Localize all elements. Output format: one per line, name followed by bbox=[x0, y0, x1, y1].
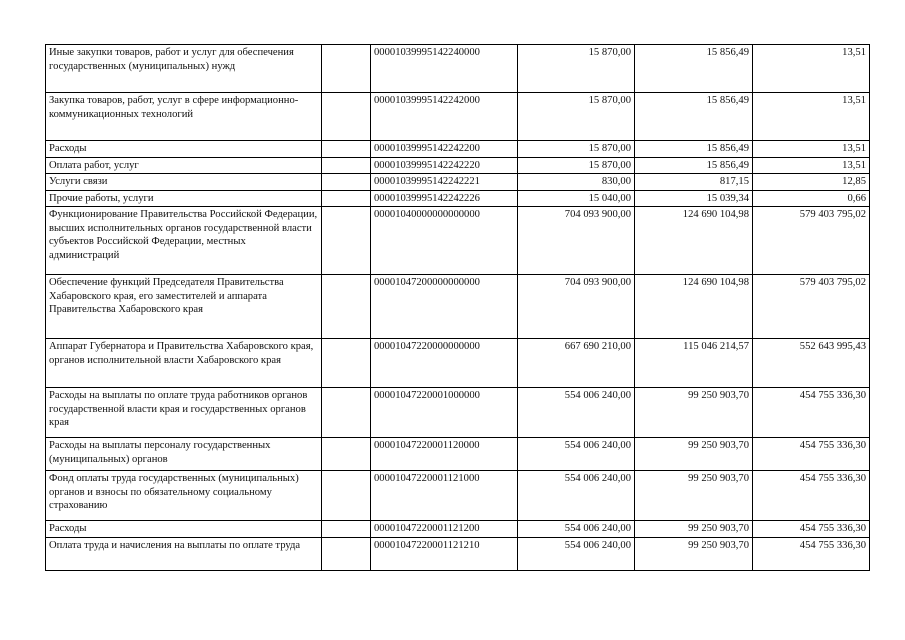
row-approved: 554 006 240,00 bbox=[518, 438, 635, 471]
empty-cell bbox=[322, 471, 371, 521]
row-name: Оплата труда и начисления на выплаты по оплате труда bbox=[46, 537, 322, 570]
empty-cell bbox=[322, 45, 371, 93]
row-remaining: 454 755 336,30 bbox=[753, 521, 870, 538]
row-executed: 99 250 903,70 bbox=[635, 537, 753, 570]
table-row bbox=[46, 471, 870, 521]
row-approved: 554 006 240,00 bbox=[518, 471, 635, 521]
row-executed: 15 856,49 bbox=[635, 45, 753, 93]
row-code: 00001047220001121200 bbox=[371, 521, 518, 538]
table-row bbox=[46, 157, 870, 174]
row-remaining: 552 643 995,43 bbox=[753, 339, 870, 388]
row-name: Расходы bbox=[46, 141, 322, 158]
empty-cell bbox=[322, 537, 371, 570]
row-approved: 15 870,00 bbox=[518, 157, 635, 174]
row-remaining: 0,66 bbox=[753, 190, 870, 207]
table-row bbox=[46, 521, 870, 538]
empty-cell bbox=[322, 339, 371, 388]
row-executed: 124 690 104,98 bbox=[635, 275, 753, 339]
row-name: Обеспечение функций Председателя Правительства Хабаровского края, его заместителей и аппарата Правительства Хабаровского края bbox=[46, 275, 322, 339]
row-code: 00001039995142242220 bbox=[371, 157, 518, 174]
row-name: Иные закупки товаров, работ и услуг для обеспечения государственных (муниципальных) нужд bbox=[46, 45, 322, 93]
table-row bbox=[46, 45, 870, 93]
row-code: 00001039995142242226 bbox=[371, 190, 518, 207]
row-code: 00001047220001120000 bbox=[371, 438, 518, 471]
budget-table bbox=[45, 44, 870, 571]
row-code: 00001039995142242000 bbox=[371, 93, 518, 141]
empty-cell bbox=[322, 388, 371, 438]
row-code: 00001039995142242200 bbox=[371, 141, 518, 158]
row-name: Оплата работ, услуг bbox=[46, 157, 322, 174]
empty-cell bbox=[322, 275, 371, 339]
row-name: Расходы на выплаты персоналу государственных (муниципальных) органов bbox=[46, 438, 322, 471]
row-name: Услуги связи bbox=[46, 174, 322, 191]
empty-cell bbox=[322, 174, 371, 191]
empty-cell bbox=[322, 93, 371, 141]
empty-cell bbox=[322, 207, 371, 275]
row-code: 00001047220001121000 bbox=[371, 471, 518, 521]
table-row bbox=[46, 174, 870, 191]
row-executed: 99 250 903,70 bbox=[635, 471, 753, 521]
row-name: Прочие работы, услуги bbox=[46, 190, 322, 207]
row-executed: 124 690 104,98 bbox=[635, 207, 753, 275]
row-executed: 817,15 bbox=[635, 174, 753, 191]
row-approved: 830,00 bbox=[518, 174, 635, 191]
row-remaining: 579 403 795,02 bbox=[753, 207, 870, 275]
empty-cell bbox=[322, 141, 371, 158]
row-executed: 15 856,49 bbox=[635, 141, 753, 158]
row-approved: 15 870,00 bbox=[518, 141, 635, 158]
row-name: Закупка товаров, работ, услуг в сфере информационно-коммуникационных технологий bbox=[46, 93, 322, 141]
row-executed: 15 039,34 bbox=[635, 190, 753, 207]
empty-cell bbox=[322, 438, 371, 471]
row-approved: 704 093 900,00 bbox=[518, 275, 635, 339]
table-row bbox=[46, 93, 870, 141]
row-approved: 667 690 210,00 bbox=[518, 339, 635, 388]
row-remaining: 454 755 336,30 bbox=[753, 537, 870, 570]
empty-cell bbox=[322, 190, 371, 207]
row-name: Аппарат Губернатора и Правительства Хабаровского края, органов исполнительной власти Хабаровского края bbox=[46, 339, 322, 388]
row-remaining: 579 403 795,02 bbox=[753, 275, 870, 339]
table-row bbox=[46, 207, 870, 275]
row-remaining: 454 755 336,30 bbox=[753, 388, 870, 438]
row-executed: 15 856,49 bbox=[635, 157, 753, 174]
table-row bbox=[46, 537, 870, 570]
row-name: Расходы на выплаты по оплате труда работников органов государственной власти края и государственных органов края bbox=[46, 388, 322, 438]
row-name: Расходы bbox=[46, 521, 322, 538]
row-executed: 99 250 903,70 bbox=[635, 521, 753, 538]
row-code: 00001047200000000000 bbox=[371, 275, 518, 339]
row-remaining: 13,51 bbox=[753, 45, 870, 93]
row-approved: 15 040,00 bbox=[518, 190, 635, 207]
row-approved: 554 006 240,00 bbox=[518, 537, 635, 570]
row-remaining: 12,85 bbox=[753, 174, 870, 191]
row-executed: 15 856,49 bbox=[635, 93, 753, 141]
row-executed: 115 046 214,57 bbox=[635, 339, 753, 388]
row-approved: 15 870,00 bbox=[518, 93, 635, 141]
budget-table-body bbox=[46, 45, 870, 571]
row-executed: 99 250 903,70 bbox=[635, 438, 753, 471]
row-remaining: 13,51 bbox=[753, 93, 870, 141]
row-approved: 704 093 900,00 bbox=[518, 207, 635, 275]
row-code: 00001047220001000000 bbox=[371, 388, 518, 438]
table-row bbox=[46, 190, 870, 207]
row-code: 00001039995142242221 bbox=[371, 174, 518, 191]
row-code: 00001047220001121210 bbox=[371, 537, 518, 570]
row-remaining: 13,51 bbox=[753, 141, 870, 158]
row-executed: 99 250 903,70 bbox=[635, 388, 753, 438]
row-remaining: 454 755 336,30 bbox=[753, 471, 870, 521]
table-row bbox=[46, 388, 870, 438]
row-remaining: 454 755 336,30 bbox=[753, 438, 870, 471]
table-row bbox=[46, 275, 870, 339]
row-name: Фонд оплаты труда государственных (муниципальных) органов и взносы по обязательному социальному страхованию bbox=[46, 471, 322, 521]
row-name: Функционирование Правительства Российской Федерации, высших исполнительных органов государственной власти субъектов Российской Федерации, местных администраций bbox=[46, 207, 322, 275]
empty-cell bbox=[322, 521, 371, 538]
row-approved: 554 006 240,00 bbox=[518, 388, 635, 438]
row-approved: 554 006 240,00 bbox=[518, 521, 635, 538]
row-code: 00001047220000000000 bbox=[371, 339, 518, 388]
table-row bbox=[46, 339, 870, 388]
row-code: 00001039995142240000 bbox=[371, 45, 518, 93]
row-code: 00001040000000000000 bbox=[371, 207, 518, 275]
table-row bbox=[46, 438, 870, 471]
empty-cell bbox=[322, 157, 371, 174]
row-remaining: 13,51 bbox=[753, 157, 870, 174]
row-approved: 15 870,00 bbox=[518, 45, 635, 93]
table-row bbox=[46, 141, 870, 158]
